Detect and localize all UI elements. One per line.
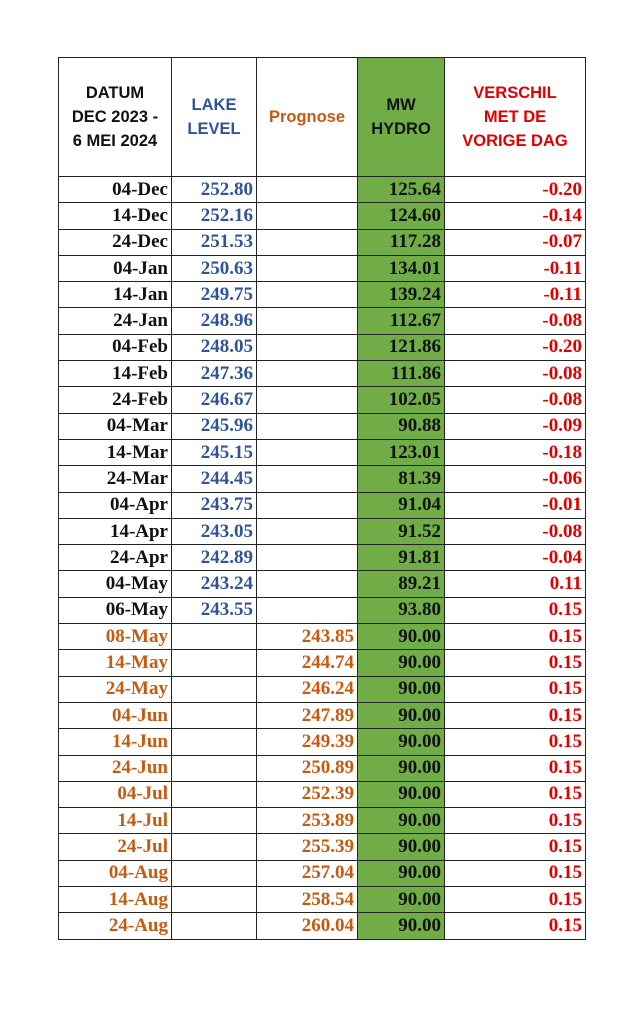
cell-date: 14-Aug [59,887,172,913]
table-row [59,597,586,623]
table-row [59,518,586,544]
cell-difference: 0.15 [445,597,586,623]
cell-date: 04-Jan [59,255,172,281]
cell-prognose: 257.04 [257,860,358,886]
table-row [59,729,586,755]
table-row [59,624,586,650]
header-lake-line1: LAKE [191,96,237,114]
cell-difference: -0.07 [445,229,586,255]
lake-level-table [58,57,586,940]
cell-prognose [257,387,358,413]
cell-mw-hydro: 124.60 [358,203,445,229]
cell-prognose [257,571,358,597]
cell-difference: -0.11 [445,282,586,308]
cell-date: 14-Dec [59,203,172,229]
cell-lake-level [172,887,257,913]
cell-date: 14-May [59,650,172,676]
cell-prognose [257,492,358,518]
cell-mw-hydro: 117.28 [358,229,445,255]
cell-lake-level: 243.55 [172,597,257,623]
table-row [59,334,586,360]
cell-lake-level: 242.89 [172,545,257,571]
cell-difference: -0.08 [445,387,586,413]
cell-mw-hydro: 91.04 [358,492,445,518]
cell-lake-level: 243.24 [172,571,257,597]
cell-lake-level [172,781,257,807]
cell-prognose: 255.39 [257,834,358,860]
cell-mw-hydro: 81.39 [358,466,445,492]
header-diff-line1: VERSCHIL [473,84,557,102]
cell-mw-hydro: 90.00 [358,624,445,650]
cell-prognose: 244.74 [257,650,358,676]
cell-date: 24-May [59,676,172,702]
cell-lake-level [172,834,257,860]
cell-date: 14-Feb [59,361,172,387]
cell-lake-level: 247.36 [172,361,257,387]
cell-prognose: 243.85 [257,624,358,650]
cell-lake-level [172,676,257,702]
cell-date: 08-May [59,624,172,650]
cell-mw-hydro: 90.00 [358,887,445,913]
table-row [59,361,586,387]
cell-date: 14-Apr [59,518,172,544]
cell-difference: 0.15 [445,650,586,676]
cell-lake-level: 243.05 [172,518,257,544]
cell-lake-level: 248.05 [172,334,257,360]
cell-mw-hydro: 134.01 [358,255,445,281]
cell-mw-hydro: 111.86 [358,361,445,387]
cell-difference: 0.15 [445,624,586,650]
table-row [59,203,586,229]
cell-date: 24-Dec [59,229,172,255]
cell-mw-hydro: 102.05 [358,387,445,413]
cell-lake-level: 252.80 [172,177,257,203]
cell-date: 04-Apr [59,492,172,518]
cell-mw-hydro: 90.00 [358,650,445,676]
cell-date: 04-May [59,571,172,597]
cell-date: 24-Jun [59,755,172,781]
cell-date: 24-Aug [59,913,172,939]
cell-prognose: 246.24 [257,676,358,702]
cell-mw-hydro: 112.67 [358,308,445,334]
cell-difference: 0.15 [445,834,586,860]
cell-mw-hydro: 90.00 [358,860,445,886]
header-prognose-label: Prognose [268,108,346,126]
cell-date: 04-Jul [59,781,172,807]
header-row [59,58,586,177]
cell-lake-level: 245.96 [172,413,257,439]
cell-difference: -0.01 [445,492,586,518]
cell-date: 14-Jul [59,808,172,834]
cell-lake-level [172,702,257,728]
cell-mw-hydro: 90.00 [358,755,445,781]
cell-mw-hydro: 89.21 [358,571,445,597]
header-date-line2: DEC 2023 - [71,108,159,126]
table-row [59,702,586,728]
cell-prognose: 260.04 [257,913,358,939]
cell-difference: 0.15 [445,702,586,728]
cell-mw-hydro: 90.00 [358,729,445,755]
table-row [59,177,586,203]
cell-date: 24-Jan [59,308,172,334]
cell-lake-level [172,650,257,676]
cell-lake-level: 243.75 [172,492,257,518]
cell-mw-hydro: 90.00 [358,834,445,860]
cell-date: 24-Apr [59,545,172,571]
cell-mw-hydro: 139.24 [358,282,445,308]
cell-difference: 0.15 [445,887,586,913]
table-row [59,650,586,676]
cell-mw-hydro: 90.00 [358,676,445,702]
table-row [59,492,586,518]
table-row [59,913,586,939]
cell-prognose [257,439,358,465]
cell-difference: -0.11 [445,255,586,281]
cell-lake-level [172,808,257,834]
cell-difference: -0.20 [445,334,586,360]
cell-lake-level: 250.63 [172,255,257,281]
table-row [59,255,586,281]
table-row [59,282,586,308]
cell-date: 14-Mar [59,439,172,465]
cell-prognose: 247.89 [257,702,358,728]
cell-difference: 0.11 [445,571,586,597]
header-date-line3: 6 MEI 2024 [72,132,158,150]
header-date-line1: DATUM [85,84,145,102]
cell-difference: 0.15 [445,781,586,807]
cell-date: 24-Mar [59,466,172,492]
cell-lake-level [172,729,257,755]
cell-date: 14-Jun [59,729,172,755]
cell-prognose [257,177,358,203]
cell-prognose [257,413,358,439]
cell-prognose [257,545,358,571]
cell-mw-hydro: 90.00 [358,781,445,807]
cell-prognose [257,518,358,544]
cell-difference: -0.20 [445,177,586,203]
cell-prognose: 249.39 [257,729,358,755]
table-row [59,413,586,439]
cell-lake-level: 245.15 [172,439,257,465]
cell-date: 14-Jan [59,282,172,308]
cell-date: 04-Aug [59,860,172,886]
header-lake-level [172,58,257,177]
cell-mw-hydro: 93.80 [358,597,445,623]
table-row [59,439,586,465]
table-row [59,834,586,860]
header-date [59,58,172,177]
cell-mw-hydro: 90.00 [358,913,445,939]
table-row [59,466,586,492]
cell-prognose [257,466,358,492]
cell-difference: -0.18 [445,439,586,465]
cell-lake-level: 251.53 [172,229,257,255]
cell-lake-level: 244.45 [172,466,257,492]
cell-difference: -0.08 [445,361,586,387]
table-row [59,545,586,571]
cell-lake-level: 246.67 [172,387,257,413]
table-row [59,308,586,334]
cell-mw-hydro: 125.64 [358,177,445,203]
cell-prognose [257,203,358,229]
cell-date: 24-Jul [59,834,172,860]
cell-difference: -0.04 [445,545,586,571]
table-row [59,808,586,834]
table-row [59,229,586,255]
header-difference [445,58,586,177]
header-mw-hydro [358,58,445,177]
header-prognose [257,58,358,177]
cell-prognose [257,597,358,623]
table-row [59,676,586,702]
header-mw-line1: MW [386,96,416,114]
cell-prognose [257,308,358,334]
cell-difference: 0.15 [445,676,586,702]
cell-difference: -0.09 [445,413,586,439]
cell-difference: 0.15 [445,729,586,755]
cell-date: 04-Feb [59,334,172,360]
cell-prognose [257,229,358,255]
cell-lake-level [172,913,257,939]
cell-prognose [257,361,358,387]
cell-difference: -0.06 [445,466,586,492]
table-row [59,755,586,781]
cell-date: 06-May [59,597,172,623]
cell-date: 04-Mar [59,413,172,439]
cell-difference: -0.08 [445,518,586,544]
cell-date: 04-Dec [59,177,172,203]
cell-lake-level [172,755,257,781]
header-mw-line2: HYDRO [371,120,431,138]
cell-difference: 0.15 [445,860,586,886]
table-body [59,177,586,940]
cell-lake-level: 248.96 [172,308,257,334]
cell-mw-hydro: 123.01 [358,439,445,465]
cell-prognose [257,334,358,360]
table-row [59,860,586,886]
cell-prognose [257,255,358,281]
table-row [59,781,586,807]
cell-mw-hydro: 90.00 [358,702,445,728]
cell-mw-hydro: 121.86 [358,334,445,360]
cell-date: 04-Jun [59,702,172,728]
cell-difference: 0.15 [445,808,586,834]
cell-prognose: 253.89 [257,808,358,834]
cell-mw-hydro: 91.52 [358,518,445,544]
cell-lake-level [172,624,257,650]
cell-prognose [257,282,358,308]
cell-prognose: 258.54 [257,887,358,913]
cell-difference: 0.15 [445,913,586,939]
cell-difference: 0.15 [445,755,586,781]
cell-mw-hydro: 90.88 [358,413,445,439]
cell-difference: -0.14 [445,203,586,229]
header-diff-line3: VORIGE DAG [462,132,568,150]
cell-prognose: 252.39 [257,781,358,807]
cell-mw-hydro: 90.00 [358,808,445,834]
table-row [59,387,586,413]
header-diff-line2: MET DE [483,108,547,126]
cell-date: 24-Feb [59,387,172,413]
table-row [59,571,586,597]
cell-prognose: 250.89 [257,755,358,781]
cell-mw-hydro: 91.81 [358,545,445,571]
header-lake-line2: LEVEL [187,120,241,138]
cell-lake-level: 249.75 [172,282,257,308]
cell-lake-level: 252.16 [172,203,257,229]
cell-lake-level [172,860,257,886]
cell-difference: -0.08 [445,308,586,334]
table-row [59,887,586,913]
